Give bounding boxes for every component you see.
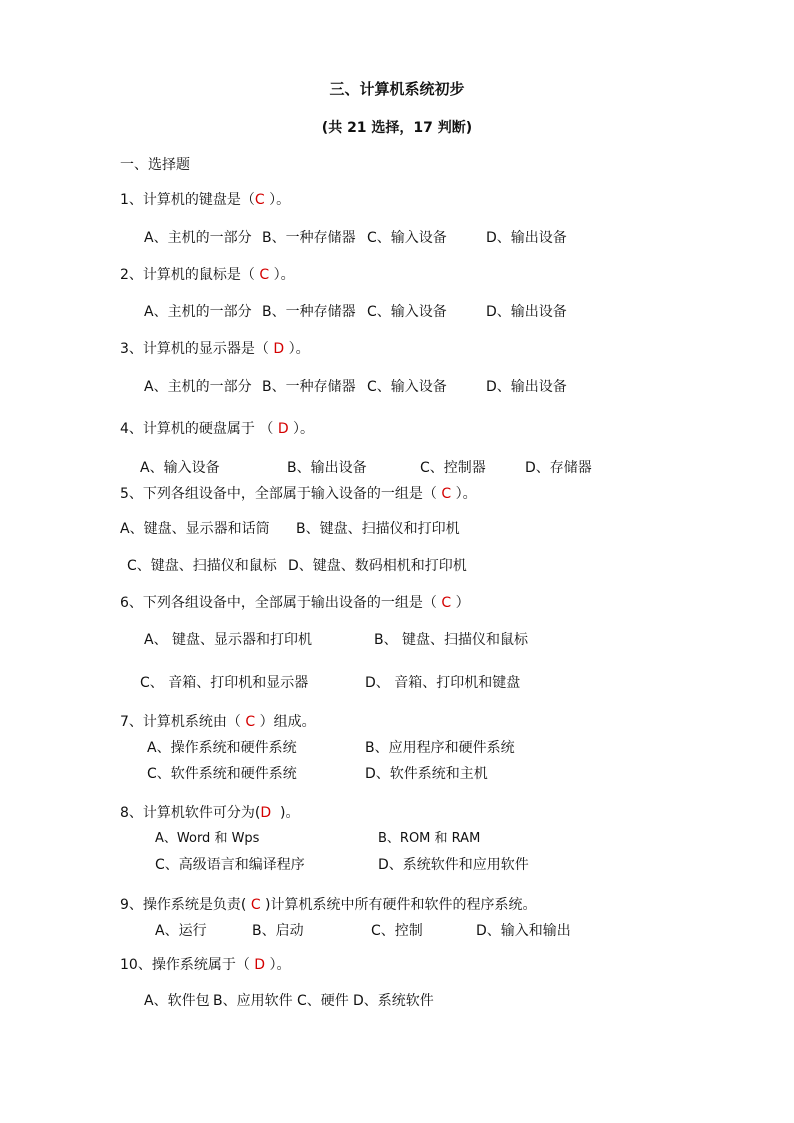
question-text: 4、计算机的硬盘属于 （ bbox=[120, 421, 278, 437]
answer-mark: D bbox=[277, 421, 289, 437]
option: C、控制器 bbox=[420, 460, 486, 476]
option: B、 键盘、扫描仪和鼠标 bbox=[374, 632, 529, 648]
answer-mark: D bbox=[254, 957, 266, 973]
question-text-end: ）组成。 bbox=[255, 714, 316, 730]
section-heading: 一、选择题 bbox=[120, 157, 190, 173]
option: D、 音箱、打印机和键盘 bbox=[365, 675, 521, 691]
option: C、输入设备 bbox=[367, 379, 447, 395]
question-7 bbox=[120, 713, 316, 731]
option: D、输入和输出 bbox=[476, 923, 571, 939]
answer-mark: C bbox=[254, 192, 265, 208]
option: C、输入设备 bbox=[367, 230, 447, 246]
answer-mark: C bbox=[259, 267, 270, 283]
option: B、一种存储器 bbox=[262, 379, 356, 395]
question-text-end: )。 bbox=[271, 805, 300, 821]
option: A、主机的一部分 bbox=[144, 379, 252, 395]
option: D、系统软件和应用软件 bbox=[378, 857, 529, 873]
option: B、键盘、扫描仪和打印机 bbox=[296, 521, 460, 537]
option: C、软件系统和硬件系统 bbox=[147, 766, 297, 782]
question-5 bbox=[120, 485, 477, 503]
option: A、主机的一部分 bbox=[144, 304, 252, 320]
question-text-end: ）。 bbox=[284, 341, 310, 357]
option: D、软件系统和主机 bbox=[365, 766, 488, 782]
answer-mark: C bbox=[441, 595, 452, 611]
question-text: 8、计算机软件可分为( bbox=[120, 805, 261, 821]
question-9 bbox=[120, 896, 537, 914]
question-text: 6、下列各组设备中，全部属于输出设备的一组是（ bbox=[120, 595, 442, 611]
question-8 bbox=[120, 804, 300, 822]
question-text-end: ）。 bbox=[288, 421, 315, 437]
question-text: 10、操作系统属于（ bbox=[120, 957, 255, 973]
option: B、ROM 和 RAM bbox=[378, 831, 481, 846]
question-text-end: ）。 bbox=[451, 486, 477, 502]
option: D、输出设备 bbox=[486, 230, 567, 246]
option: C、高级语言和编译程序 bbox=[155, 857, 305, 873]
question-1 bbox=[120, 191, 290, 209]
question-text: 3、计算机的显示器是（ bbox=[120, 341, 274, 357]
page-title: 三、计算机系统初步 bbox=[329, 80, 465, 98]
option: A、主机的一部分 bbox=[144, 230, 252, 246]
option: A、Word 和 Wps bbox=[155, 831, 260, 846]
option: D、存储器 bbox=[525, 460, 592, 476]
option: B、输出设备 bbox=[287, 460, 367, 476]
option: B、一种存储器 bbox=[262, 230, 356, 246]
option: D、系统软件 bbox=[353, 993, 434, 1009]
question-4 bbox=[120, 420, 314, 438]
option: A、键盘、显示器和话筒 bbox=[120, 521, 270, 537]
option: B、应用程序和硬件系统 bbox=[365, 740, 515, 756]
option: A、运行 bbox=[155, 923, 207, 939]
question-text-end: ）。 bbox=[264, 192, 291, 208]
option: A、软件包 bbox=[144, 993, 210, 1009]
option: D、键盘、数码相机和打印机 bbox=[288, 558, 467, 574]
question-text-end: ）。 bbox=[265, 957, 291, 973]
answer-mark: C bbox=[441, 486, 452, 502]
option: C、硬件 bbox=[297, 993, 349, 1009]
option: B、启动 bbox=[252, 923, 304, 939]
question-text: 5、下列各组设备中，全部属于输入设备的一组是（ bbox=[120, 486, 442, 502]
option: B、一种存储器 bbox=[262, 304, 356, 320]
question-text: 2、计算机的鼠标是（ bbox=[120, 267, 260, 283]
question-2 bbox=[120, 266, 295, 284]
option: D、输出设备 bbox=[486, 304, 567, 320]
question-text-end: )计算机系统中所有硬件和软件的程序系统。 bbox=[260, 897, 537, 913]
question-3 bbox=[120, 340, 310, 358]
answer-mark: D bbox=[273, 341, 285, 357]
answer-mark: C bbox=[245, 714, 256, 730]
option: D、输出设备 bbox=[486, 379, 567, 395]
question-10 bbox=[120, 956, 291, 974]
question-text-end: ）。 bbox=[269, 267, 295, 283]
question-text: 1、计算机的键盘是（ bbox=[120, 192, 255, 208]
question-6 bbox=[120, 594, 470, 612]
question-text-end: ） bbox=[451, 595, 470, 611]
option: A、 键盘、显示器和打印机 bbox=[144, 632, 313, 648]
option: A、输入设备 bbox=[140, 460, 220, 476]
option: B、应用软件 bbox=[213, 993, 293, 1009]
answer-mark: D bbox=[260, 805, 272, 821]
option: C、控制 bbox=[371, 923, 423, 939]
option: C、 音箱、打印机和显示器 bbox=[140, 675, 309, 691]
question-text: 9、操作系统是负责( bbox=[120, 897, 251, 913]
question-text: 7、计算机系统由（ bbox=[120, 714, 246, 730]
page-subtitle: (共 21 选择，17 判断) bbox=[321, 120, 473, 136]
option: A、操作系统和硬件系统 bbox=[147, 740, 297, 756]
option: C、输入设备 bbox=[367, 304, 447, 320]
option: C、键盘、扫描仪和鼠标 bbox=[127, 558, 277, 574]
answer-mark: C bbox=[250, 897, 261, 913]
